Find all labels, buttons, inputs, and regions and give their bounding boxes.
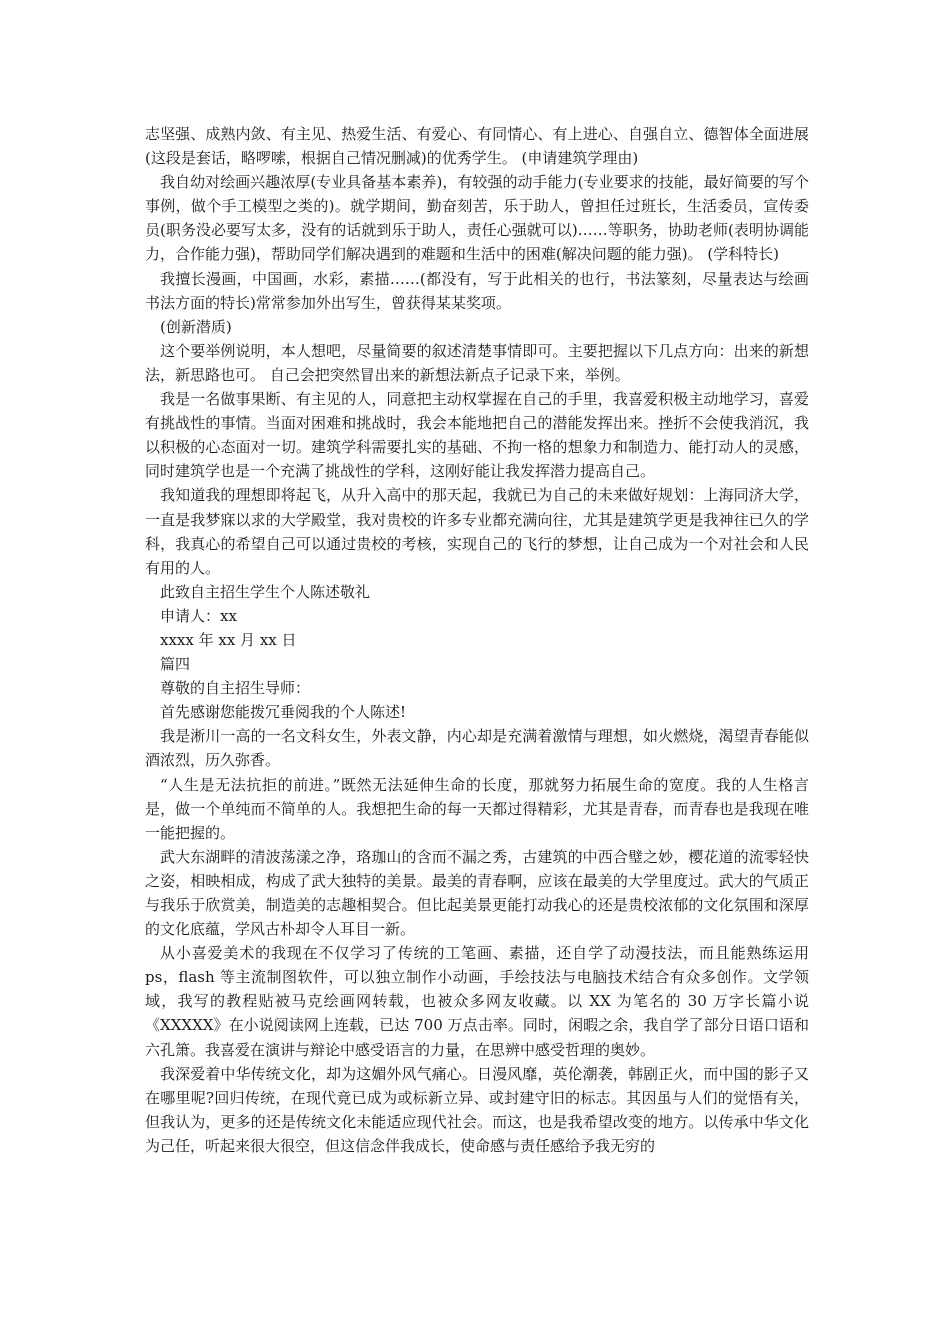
closing-salutation: 此致自主招生学生个人陈述敬礼 bbox=[160, 582, 371, 601]
paragraph-personality: 我是一名做事果断、有主见的人，同意把主动权掌握在自己的手里，我喜爱积极主动地学习，喜爱有挑战性的事情。当面对困难和挑战时，我会本能地把自己的潜能发挥出来。挫折不会使我消沉，我以积极的心态面对一切。建筑学科需要扎实的基础、不拘一格的想象力和制造力、能打动人的灵感，同时建筑学也是一个充满了挑战性的学科，这刚好能让我发挥潜力提高自己。 bbox=[145, 390, 809, 481]
date-line: xxxx 年 xx 月 xx 日 bbox=[160, 630, 297, 649]
paragraph-wuhan-university: 武大东湖畔的清波荡漾之净，珞珈山的含而不漏之秀，古建筑的中西合璧之妙，樱花道的流零轻快之姿，相映相成，构成了武大独特的美景。最美的青春啊，应该在最美的大学里度过。武大的气质正与我乐于欣赏美，制造美的志趣相契合。但比起美景更能打动我心的还是贵校浓郁的文化氛围和深厚的文化底蕴，学风古朴却令人耳目一新。 bbox=[145, 847, 809, 939]
paragraph-thanks: 首先感谢您能拨冗垂阅我的个人陈述! bbox=[160, 703, 407, 722]
document-body bbox=[145, 122, 809, 1158]
paragraph-intro-continuation: 志坚强、成熟内敛、有主见、热爱生活、有爱心、有同情心、有上进心、自强自立、德智体全面进展(这段是套话，略啰嗦，根据自己情况删减)的优秀学生。 (申请建筑学理由) bbox=[145, 125, 809, 168]
greeting-line: 尊敬的自主招生导师： bbox=[160, 679, 311, 698]
paragraph-innovation-guide: 这个要举例说明，本人想吧，尽量简要的叙述清楚事情即可。主要把握以下几点方向：出来的新想法，新思路也可。 自己会把突然冒出来的新想法新点子记录下来，举例。 bbox=[145, 341, 809, 384]
paragraph-traditional-culture: 我深爱着中华传统文化，却为这媚外风气痛心。日漫风靡，英伦潮袭，韩剧正火，而中国的影子又在哪里呢?回归传统，在现代竟已成为或标新立异、或封建守旧的标志。其因虽与人们的觉悟有关，但我认为，更多的还是传统文化未能适应现代社会。而这，也是我希望改变的地方。以传承中华文化为己任，听起来很大很空，但这信念伴我成长，使命感与责任感给予我无穷的 bbox=[145, 1064, 809, 1155]
paragraph-self-intro: 我是淅川一高的一名文科女生，外表文静，内心却是充满着激情与理想，如火燃烧，渴望青春能似酒浓烈，历久弥香。 bbox=[145, 727, 809, 770]
section-heading-innovation: (创新潜质) bbox=[160, 317, 232, 336]
paragraph-specialty: 我擅长漫画，中国画，水彩，素描……(都没有，写于此相关的也行，书法篆刻，尽量表达与绘画书法方面的特长)常常参加外出写生，曾获得某某奖项。 bbox=[145, 269, 809, 312]
paragraph-life-motto: “人生是无法抗拒的前进。”既然无法延伸生命的长度，那就努力拓展生命的宽度。我的人生格言是，做一个单纯而不简单的人。我想把生命的每一天都过得精彩，尤其是青春，而青春也是我现在唯一能把握的。 bbox=[145, 775, 809, 842]
paragraph-dream: 我知道我的理想即将起飞，从升入高中的那天起，我就已为自己的未来做好规划：上海同济大学，一直是我梦寐以求的大学殿堂，我对贵校的许多专业都充满向往，尤其是建筑学更是我神往已久的学科，我真心的希望自己可以通过贵校的考核，实现自己的飞行的梦想，让自己成为一个对社会和人民有用的人。 bbox=[145, 486, 809, 577]
applicant-line: 申请人：xx bbox=[160, 606, 237, 625]
paragraph-art-skills: 从小喜爱美术的我现在不仅学习了传统的工笔画、素描，还自学了动漫技法，而且能熟练运用 ps，flash 等主流制图软件，可以独立制作小动画，手绘技法与电脑技术结合有众多创作。文学领域，我写的教程贴被马克绘画网转载，也被众多网友收藏。以 XX 为笔名的 30 万字长篇小说《XXXXX》在小说阅读网上连载，已达 700 万点击率。同时，闲暇之余，我自学了部分日语口语和六孔箫。我喜爱在演讲与辩论中感受语言的力量，在思辨中感受哲理的奥妙。 bbox=[145, 944, 809, 1059]
paragraph-drawing-interest: 我自幼对绘画兴趣浓厚(专业具备基本素养)，有较强的动手能力(专业要求的技能，最好简要的写个事例，做个手工模型之类的)。就学期间，勤奋刻苦，乐于助人，曾担任过班长，生活委员，宣传委员(职务没必要写太多，没有的话就到乐于助人，责任心强就可以)……等职务，协助老师(表明协调能力，合作能力强)，帮助同学们解决遇到的难题和生活中的困难(解决问题的能力强)。 (学科特长) bbox=[145, 173, 809, 264]
section-title-part-four: 篇四 bbox=[160, 655, 191, 674]
